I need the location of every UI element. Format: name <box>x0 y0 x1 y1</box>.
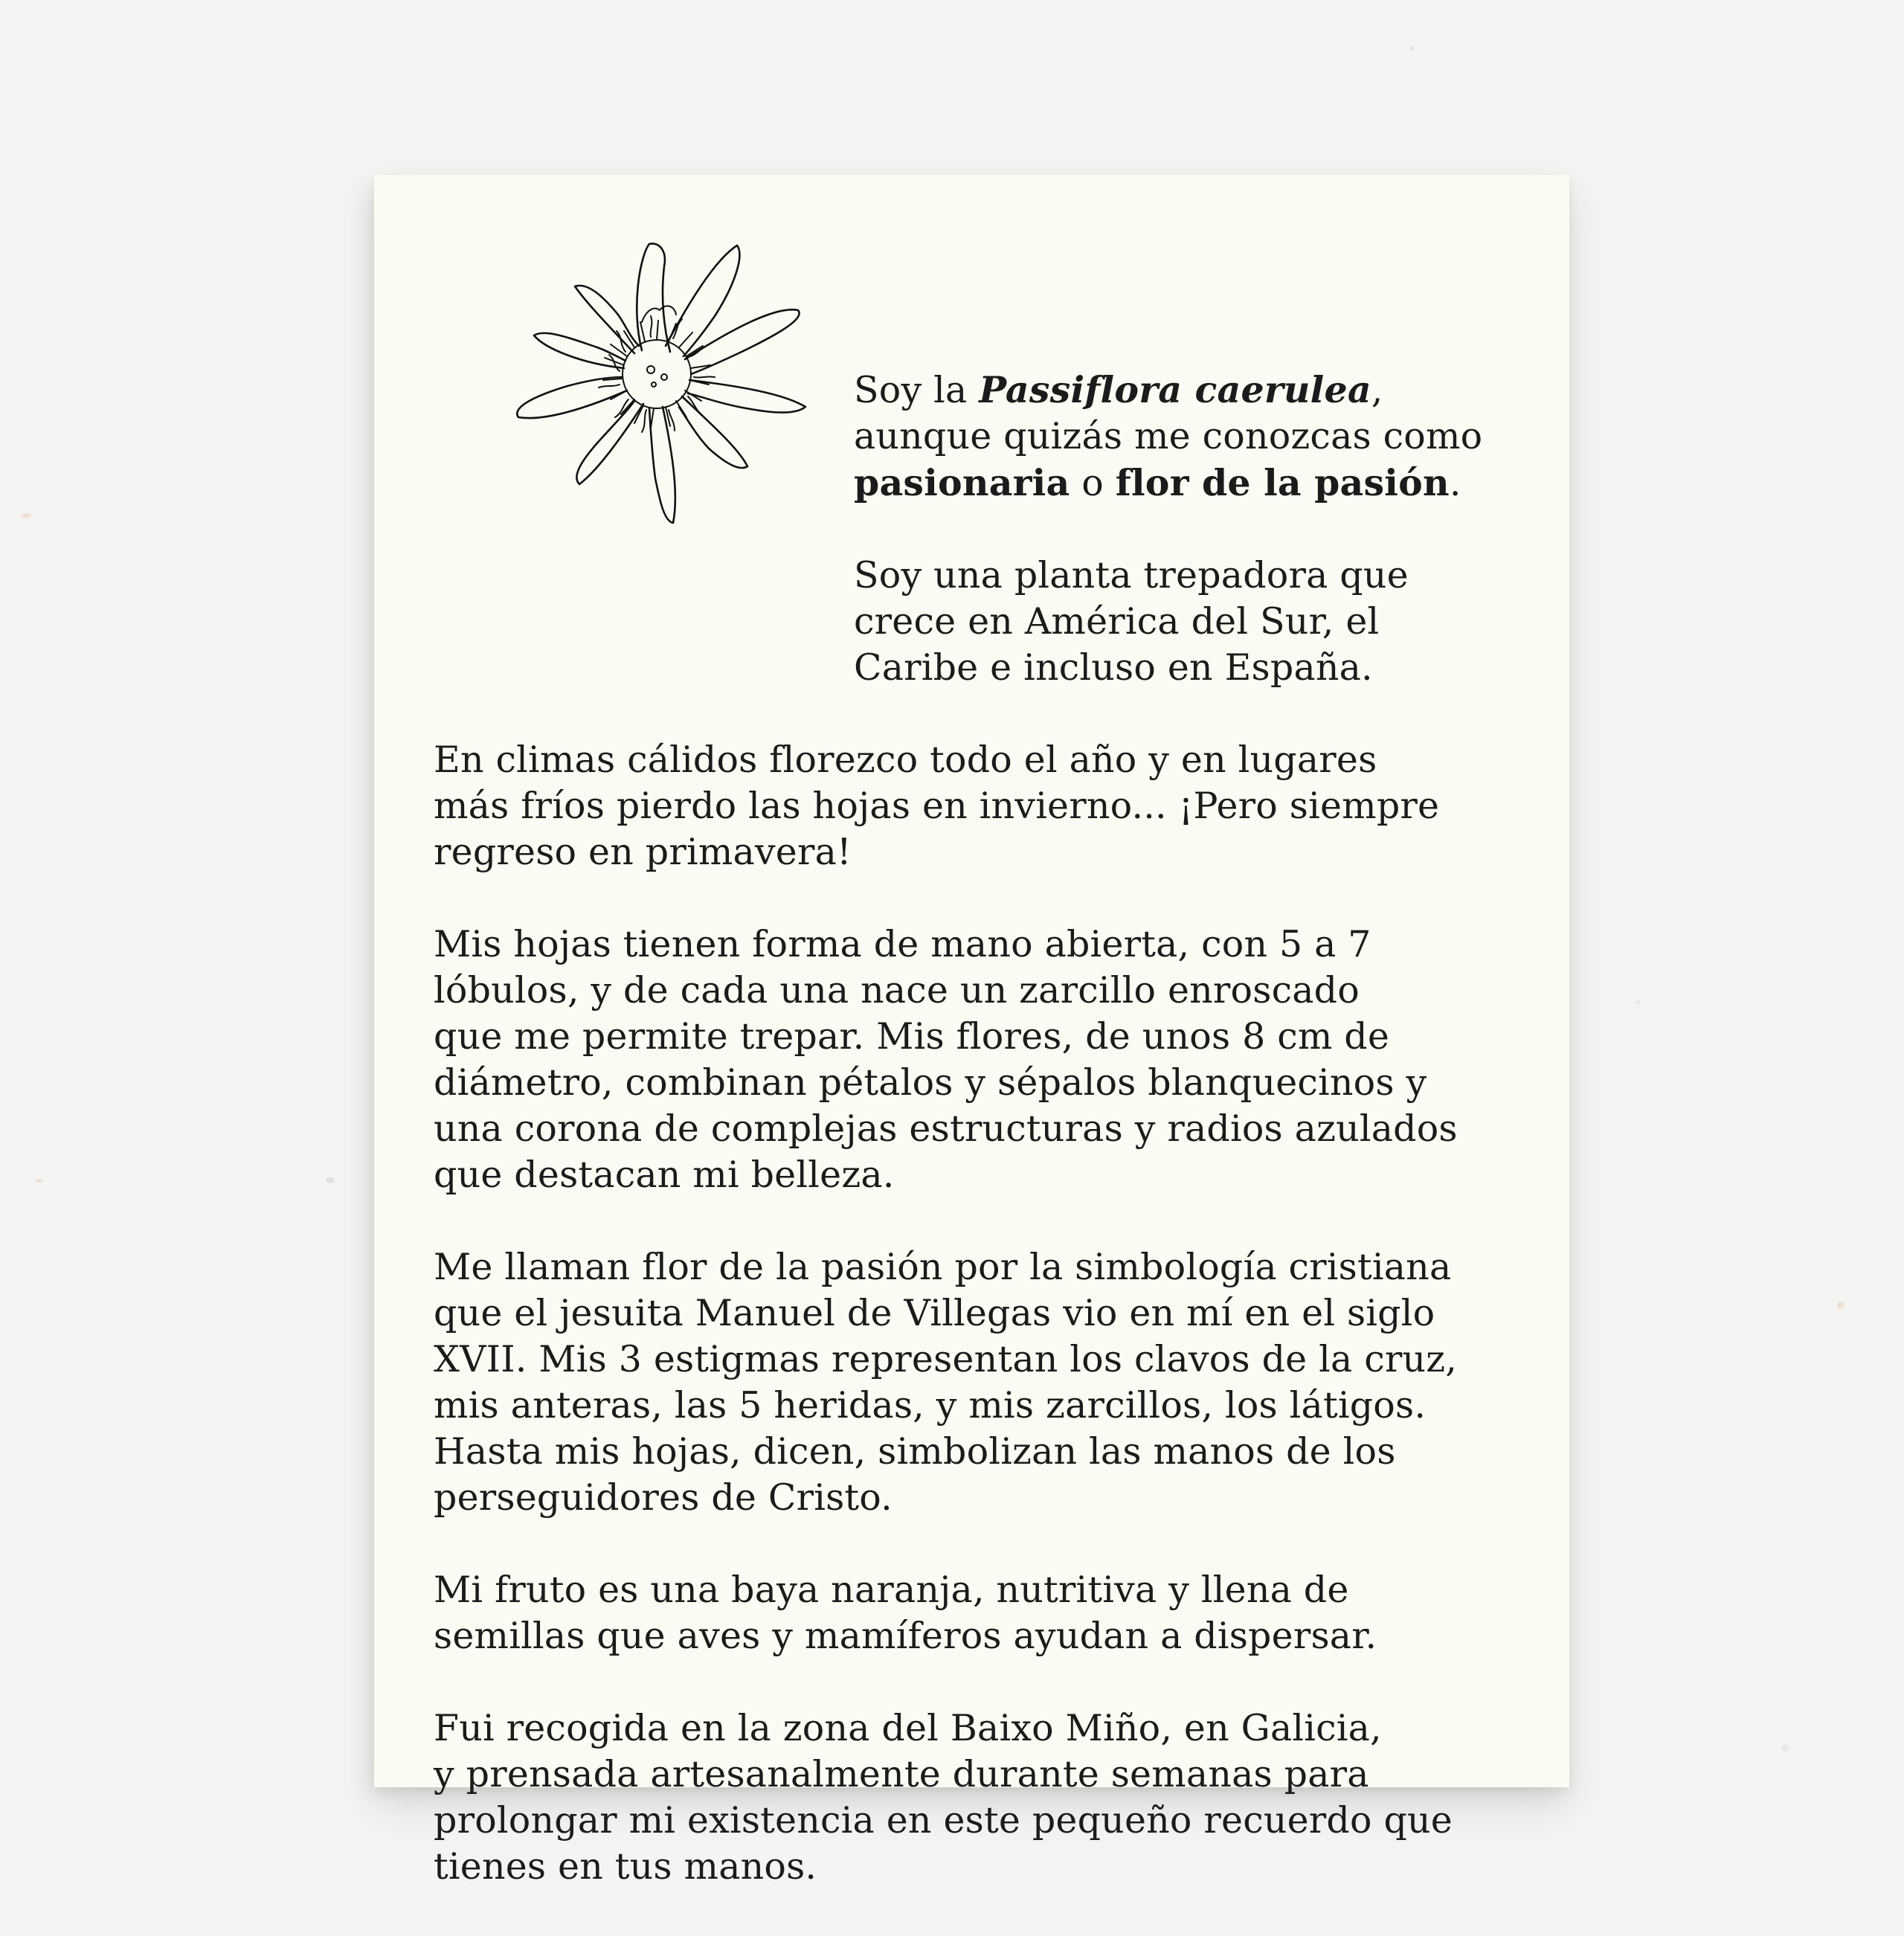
body-text <box>434 737 1542 1936</box>
paper-speck <box>1837 1302 1844 1309</box>
text-line: Mi fruto es una baya naranja, nutritiva y llena de <box>434 1569 1349 1611</box>
intro-text <box>854 367 1553 737</box>
intro-paragraph-1 <box>854 367 1553 506</box>
text-line: lóbulos, y de cada una nace un zarcillo enroscado <box>434 969 1360 1012</box>
text-line: y prensada artesanalmente durante semanas para <box>434 1753 1369 1795</box>
common-name-pasionaria: pasionaria <box>854 461 1070 504</box>
paper-speck <box>1409 46 1414 51</box>
intro-period: . <box>1449 462 1461 504</box>
paper-speck <box>1636 1000 1641 1005</box>
text-line: En climas cálidos florezco todo el año y en lugares <box>434 739 1377 781</box>
intro-line <box>854 460 1553 506</box>
intro-line: Soy una planta trepadora que <box>854 554 1409 596</box>
paragraph-leaves-flowers <box>434 922 1542 1198</box>
paragraph-fruit <box>434 1567 1542 1659</box>
intro-line: Caribe e incluso en España. <box>854 646 1373 689</box>
text-line: Fui recogida en la zona del Baixo Miño, en Galicia, <box>434 1707 1382 1749</box>
text-line: una corona de complejas estructuras y radios azulados <box>434 1107 1458 1150</box>
text-line: mis anteras, las 5 heridas, y mis zarcillos, los látigos. <box>434 1384 1427 1427</box>
intro-comma: , <box>1371 369 1383 411</box>
paper-speck <box>21 513 31 518</box>
intro-line <box>854 367 1553 414</box>
text-line: Hasta mis hojas, dicen, simbolizan las manos de los <box>434 1430 1396 1473</box>
paragraph-climate <box>434 737 1542 875</box>
passionflower-icon <box>434 175 820 547</box>
text-line: regreso en primavera! <box>434 831 852 873</box>
paragraph-symbolism <box>434 1244 1542 1521</box>
text-line: que el jesuita Manuel de Villegas vio en mí en el siglo <box>434 1292 1435 1334</box>
text-line: diámetro, combinan pétalos y sépalos blanquecinos y <box>434 1061 1427 1104</box>
text-line: perseguidores de Cristo. <box>434 1476 892 1519</box>
paper-speck <box>36 1179 43 1183</box>
text-line: prolongar mi existencia en este pequeño recuerdo que <box>434 1799 1453 1842</box>
text-line: que destacan mi belleza. <box>434 1154 895 1196</box>
text-line: más fríos pierdo las hojas en invierno... ¡Pero siempre <box>434 785 1440 827</box>
paper-speck <box>1781 1744 1789 1752</box>
text-line: XVII. Mis 3 estigmas representan los clavos de la cruz, <box>434 1338 1458 1380</box>
info-card <box>374 175 1569 1888</box>
text-line: que me permite trepar. Mis flores, de unos 8 cm de <box>434 1015 1390 1058</box>
paragraph-origin <box>434 1705 1542 1890</box>
intro-paragraph-2 <box>854 553 1553 691</box>
text-line: Mis hojas tienen forma de mano abierta, con 5 a 7 <box>434 923 1371 965</box>
species-name: Passiflora caerulea <box>979 368 1371 411</box>
intro-line: crece en América del Sur, el <box>854 600 1380 643</box>
intro-connector: o <box>1070 462 1116 504</box>
common-name-flor-de-la-pasion: flor de la pasión <box>1115 461 1450 504</box>
text-line: Me llaman flor de la pasión por la simbología cristiana <box>434 1246 1452 1288</box>
text-line: semillas que aves y mamíferos ayudan a dispersar. <box>434 1615 1377 1657</box>
intro-prefix: Soy la <box>854 369 980 411</box>
text-line: tienes en tus manos. <box>434 1845 817 1888</box>
paper-speck <box>326 1177 335 1183</box>
intro-line: aunque quizás me conozcas como <box>854 415 1483 457</box>
